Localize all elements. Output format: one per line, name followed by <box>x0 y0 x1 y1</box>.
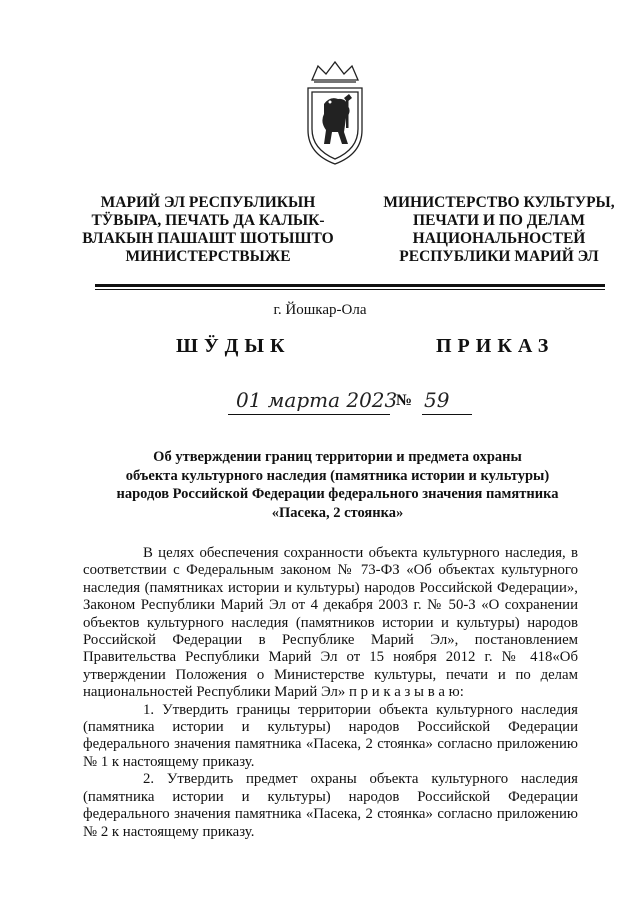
doc-type-russian: ПРИКАЗ <box>436 335 555 357</box>
title-line: объекта культурного наследия (памятника истории и культуры) <box>125 467 550 484</box>
clause-paragraph: 1. Утвердить границы территории объекта культурного наследия (памятника истории и культуры) народов Российской Федерации федерального значения памятника «Пасека, 2 стоянка» согласно приложению № 1 к настоящему приказу. <box>83 701 578 770</box>
header-divider-thin <box>95 289 605 290</box>
header-divider-thick <box>95 284 605 287</box>
header-left-line: ТӰВЫРА, ПЕЧАТЬ ДА КАЛЫК- <box>91 212 325 229</box>
header-right-line: РЕСПУБЛИКИ МАРИЙ ЭЛ <box>399 248 599 265</box>
title-line: «Пасека, 2 стоянка» <box>271 504 404 521</box>
header-right-line: НАЦИОНАЛЬНОСТЕЙ <box>412 230 586 247</box>
coat-of-arms-emblem-icon <box>300 58 370 168</box>
header-mari-ministry <box>82 194 334 266</box>
header-left-line: МИНИСТЕРСТВЫЖЕ <box>125 248 291 265</box>
date-number-line <box>226 388 476 424</box>
handwritten-date: 01 марта 2023 <box>236 388 398 412</box>
header-left-line: ВЛАКЫН ПАШАШТ ШОТЫШТО <box>82 230 334 247</box>
handwritten-number: 59 <box>424 388 450 412</box>
number-underline <box>422 414 472 415</box>
doc-type-mari: ШӰДЫК <box>176 335 291 357</box>
header-right-line: ПЕЧАТИ И ПО ДЕЛАМ <box>413 212 585 229</box>
title-line: народов Российской Федерации федерального значения памятника <box>116 486 559 502</box>
header-right-line: МИНИСТЕРСТВО КУЛЬТУРЫ, <box>383 194 615 211</box>
title-line: Об утверждении границ территории и предмета охраны <box>153 449 522 465</box>
clause-paragraph: 2. Утвердить предмет охраны объекта культурного наследия (памятника истории и культуры) народов Российской Федерации федерального значения памятника «Пасека, 2 стоянка» согласно приложению № 2 к настоящему приказу. <box>83 771 578 840</box>
city-name: г. Йошкар-Ола <box>273 302 367 318</box>
header-russian-ministry <box>376 194 622 266</box>
preamble-paragraph: В целях обеспечения сохранности объекта культурного наследия, в соответствии с Федеральным законом № 73-ФЗ «Об объектах культурного наследия (памятниках истории и культуры) народов Российской Федерации», Законом Республики Марий Эл от 4 декабря 2003 г. № 50-З «О сохранении объектов культурного наследия (памятников истории и культуры) народов Российской Федерации в Республике Марий Эл», постановлением Правительства Республики Марий Эл от 15 ноября 2012 г. № 418«Об утверждении Положения о Министерстве культуры, печати и по делам национальностей Республики Марий Эл» п р и к а з ы в а ю: <box>83 545 578 701</box>
number-sign: № <box>396 392 413 409</box>
header-left-line: МАРИЙ ЭЛ РЕСПУБЛИКЫН <box>100 194 316 211</box>
order-body <box>83 545 578 841</box>
order-title <box>90 448 585 522</box>
date-underline <box>228 414 390 415</box>
